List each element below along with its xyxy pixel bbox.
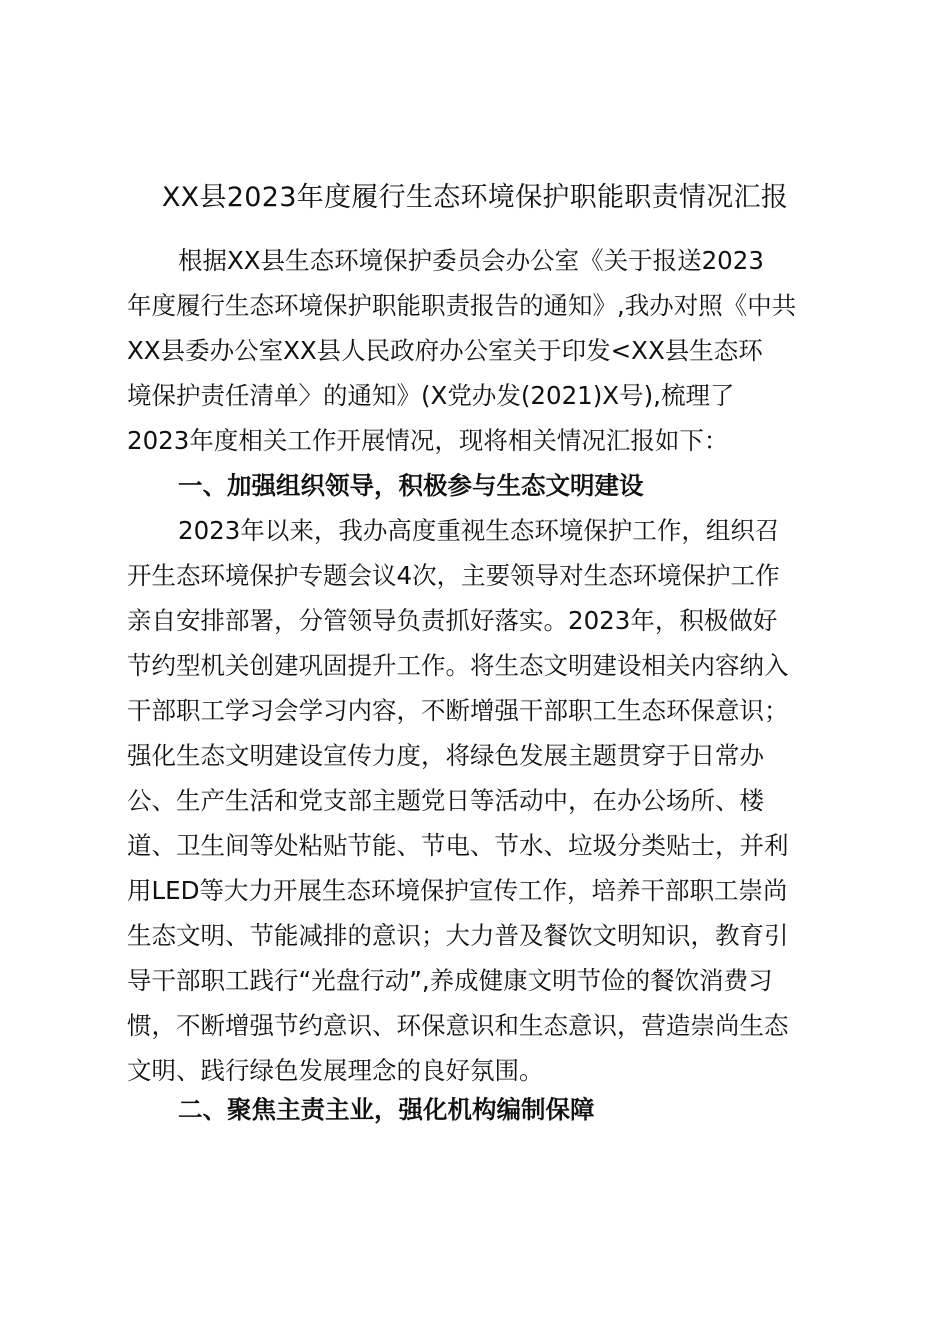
text-line: XX县委办公室XX县人民政府办公室关于印发<XX县生态环 bbox=[127, 336, 763, 365]
text-line: 干部职工学习会学习内容，不断增强干部职工生态环保意识； bbox=[127, 696, 789, 725]
text-line: 道、卫生间等处粘贴节能、节电、节水、垃圾分类贴士，并利 bbox=[127, 831, 789, 860]
text-line: 年度履行生态环境保护职能职责报告的通知》,我办对照《中共 bbox=[127, 291, 797, 320]
text-line: 文明、践行绿色发展理念的良好氛围。 bbox=[127, 1056, 544, 1085]
text-line: 2023年以来，我办高度重视生态环境保护工作，组织召 bbox=[178, 516, 780, 545]
text-line: 境保护责任清单〉的通知》(X党办发(2021)X号),梳理了 bbox=[127, 381, 735, 410]
section-2 bbox=[127, 1087, 827, 1132]
section-2-heading: 二、聚焦主责主业，强化机构编制保障 bbox=[178, 1095, 595, 1124]
intro-paragraph bbox=[127, 238, 827, 463]
text-line: 导干部职工践行“光盘行动”,养成健康文明节俭的餐饮消费习 bbox=[127, 966, 773, 995]
text-line: 根据XX县生态环境保护委员会办公室《关于报送2023 bbox=[178, 246, 764, 275]
text-line: 节约型机关创建巩固提升工作。将生态文明建设相关内容纳入 bbox=[127, 651, 789, 680]
text-line: 开生态环境保护专题会议4次，主要领导对生态环境保护工作 bbox=[127, 561, 780, 590]
text-line: 公、生产生活和党支部主题党日等活动中，在办公场所、楼 bbox=[127, 786, 764, 815]
text-line: 强化生态文明建设宣传力度，将绿色发展主题贯穿于日常办 bbox=[127, 741, 764, 770]
text-line: 2023年度相关工作开展情况，现将相关情况汇报如下： bbox=[127, 426, 729, 455]
text-line: 亲自安排部署，分管领导负责抓好落实。2023年，积极做好 bbox=[127, 606, 778, 635]
text-line: 生态文明、节能减排的意识；大力普及餐饮文明知识，教育引 bbox=[127, 921, 789, 950]
section-1-heading: 一、加强组织领导，积极参与生态文明建设 bbox=[178, 471, 644, 500]
text-line: 惯，不断增强节约意识、环保意识和生态意识，营造崇尚生态 bbox=[127, 1011, 789, 1040]
text-line: 用LED等大力开展生态环境保护宣传工作，培养干部职工崇尚 bbox=[127, 876, 788, 905]
document-title: XX县2023年度履行生态环境保护职能职责情况汇报 bbox=[161, 182, 789, 213]
section-1 bbox=[127, 463, 827, 1093]
